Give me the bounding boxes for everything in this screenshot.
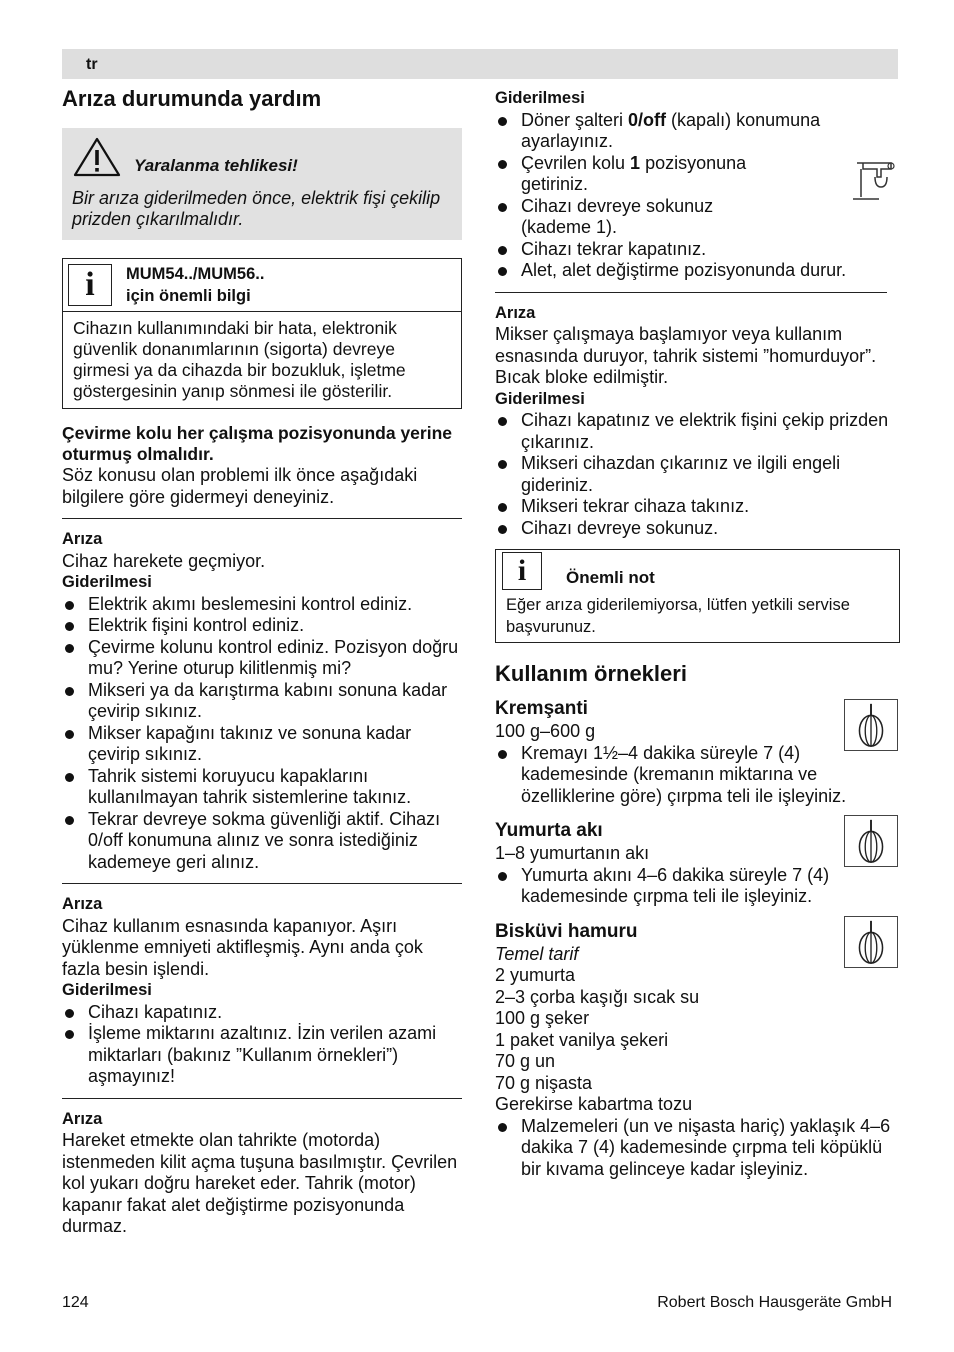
list-item: Tekrar devreye sokma güvenliği aktif. Cihazı 0/off konumuna alınız ve sonra istediğiniz kademeye geri alınız. [62,809,462,874]
info-title-line1: MUM54../MUM56.. [126,265,265,283]
divider [62,1098,462,1099]
remedy-list [62,1002,462,1088]
info-title-line2: için önemli bilgi [126,287,251,305]
intro-text: Söz konusu olan problemi ilk önce aşağıdaki bilgilere göre gidermeyi deneyiniz. [62,465,418,507]
list-item: Çevrilen kolu 1 pozisyonuna getiriniz. [495,153,900,196]
section-title-troubleshooting: Arıza durumunda yardım [62,86,322,111]
list-item: Tahrik sistemi koruyucu kapaklarını kullanılmayan tahrik sistemlerine takınız. [62,766,462,809]
warning-title: Yaralanma tehlikesi! [134,155,298,175]
remedy-label: Giderilmesi [62,573,152,591]
list-item: Cihazı devreye sokunuz. [495,518,900,540]
ingredient: 100 g şeker [495,1008,590,1028]
recipe-steps [495,1116,900,1181]
right-column [495,88,900,1180]
info-text: Cihazın kullanımındaki bir hata, elektronik güvenlik donanımlarının (sigorta) devreye girmesi ya da cihazda bir bozukluk, işletme göstergesinin yanıp sönmesi ile gösterilir. [73,318,406,401]
list-item: Elektrik akımı beslemesini kontrol ediniz. [62,594,462,616]
recipe-sponge [495,920,900,1181]
list-item: Cihazı kapatınız. [62,1002,462,1024]
company-name: Robert Bosch Hausgeräte GmbH [657,1294,892,1311]
remedy-label: Giderilmesi [62,981,152,999]
info-icon: i [502,552,542,590]
recipe-amount: 1–8 yumurtanın akı [495,843,650,863]
ingredient: 70 g nişasta [495,1072,593,1093]
list-item: Kremayı 1½–4 dakika süreyle 7 (4) kademesinde (kremanın miktarına ve özelliklerine göre) çırpma teli ile işleyiniz. [495,743,900,808]
list-item: Yumurta akını 4–6 dakika süreyle 7 (4) kademesinde çırpma teli ile işleyiniz. [495,865,900,908]
info-icon: i [68,264,112,306]
remedy-list [62,594,462,874]
list-item: Mikseri cihazdan çıkarınız ve ilgili engeli gideriniz. [495,453,900,496]
fault-label: Arıza [495,303,536,322]
page-number: 124 [62,1294,89,1311]
divider [62,883,462,884]
recipe-steps [495,865,900,908]
recipe-steps [495,743,900,808]
list-item: Çevirme kolunu kontrol ediniz. Pozisyon doğru mu? Yerine oturup kilitlenmiş mi? [62,637,462,680]
info-box [62,258,462,409]
note-text: Eğer arıza giderilemiyorsa, lütfen yetkili servise başvurunuz. [506,596,850,636]
list-item: Elektrik fişini kontrol ediniz. [62,615,462,637]
recipe-title: Yumurta akı [495,820,603,841]
list-item: Cihazı tekrar kapatınız. [495,239,900,261]
ingredient: 2–3 çorba kaşığı sıcak su [495,986,700,1007]
ingredient: Gerekirse kabartma tozu [495,1094,693,1114]
fault-label: Arıza [62,1109,103,1128]
whisk-icon [844,815,898,867]
list-item: İşleme miktarını azaltınız. İzin verilen azami miktarları (bakınız ”Kullanım örnekleri”) aşmayınız! [62,1023,462,1088]
list-item: Malzemeleri (un ve nişasta hariç) yaklaşık 4–6 dakika 7 (4) kademesinde çırpma teli köpüklü bir kıvama gelinceye kadar işleyiniz. [495,1116,900,1181]
recipe-cream [495,697,900,807]
language-bar [62,49,898,79]
whisk-icon [844,916,898,968]
list-item: Mikseri tekrar cihaza takınız. [495,496,900,518]
section-title-examples: Kullanım örnekleri [495,661,687,686]
left-column [62,86,462,1238]
divider [62,518,462,519]
ingredient: 70 g un [495,1051,556,1071]
fault-label: Arıza [62,895,103,913]
remedy-list [495,110,900,282]
list-item: Mikseri ya da karıştırma kabını sonuna kadar çevirip sıkınız. [62,680,462,723]
remedy-label: Giderilmesi [495,389,585,408]
ingredient: 1 paket vanilya şekeri [495,1029,669,1050]
fault-text: Mikser çalışmaya başlamıyor veya kullanım esnasında duruyor, tahrik sistemi ”homurduyor”. Bıcak bloke edilmiştir. [495,324,877,387]
remedy-list [495,410,900,539]
divider [495,292,887,293]
list-item: Döner şalteri 0/off (kapalı) konumuna ayarlayınız. [495,110,900,153]
recipe-egg-white [495,819,900,908]
list-item: Mikser kapağını takınız ve sonuna kadar çevirip sıkınız. [62,723,462,766]
ingredient: 2 yumurta [495,965,576,985]
warning-triangle-icon [72,136,122,178]
recipe-subtitle: Temel tarif [495,943,579,964]
recipe-title: Kremşanti [495,698,588,719]
recipe-amount: 100 g–600 g [495,721,596,741]
fault-text: Hareket etmekte olan tahrikte (motorda) istenmeden kilit açma tuşuna basılmıştır. Çevrilen kol yukarı doğru hareket eder. Tahrik (motor) kapanır fakat alet değiştirme pozisyonunda durmaz. [62,1130,458,1236]
warning-box [62,128,462,240]
remedy-label: Giderilmesi [495,89,585,107]
recipe-title: Bisküvi hamuru [495,920,638,942]
note-title: Önemli not [566,568,655,588]
warning-text: Bir arıza giderilmeden önce, elektrik fişi çekilip prizden çıkarılmalıdır. [72,188,441,229]
important-note-box [495,549,900,643]
list-item: Alet, alet değiştirme pozisyonunda durur. [495,260,900,282]
list-item: Cihazı kapatınız ve elektrik fişini çekip prizden çıkarınız. [495,410,900,453]
fault-text: Cihaz kullanım esnasında kapanıyor. Aşırı yüklenme emniyeti aktifleşmiş. Aynı anda çok fazla besin işlendi. [62,915,423,979]
fault-text: Cihaz harekete geçmiyor. [62,550,266,571]
bold-notice: Çevirme kolu her çalışma pozisyonunda yerine oturmuş olmalıdır. [62,423,452,464]
language-code: tr [86,56,98,73]
fault-label: Arıza [62,530,103,548]
list-item: Cihazı devreye sokunuz (kademe 1). [495,196,900,239]
